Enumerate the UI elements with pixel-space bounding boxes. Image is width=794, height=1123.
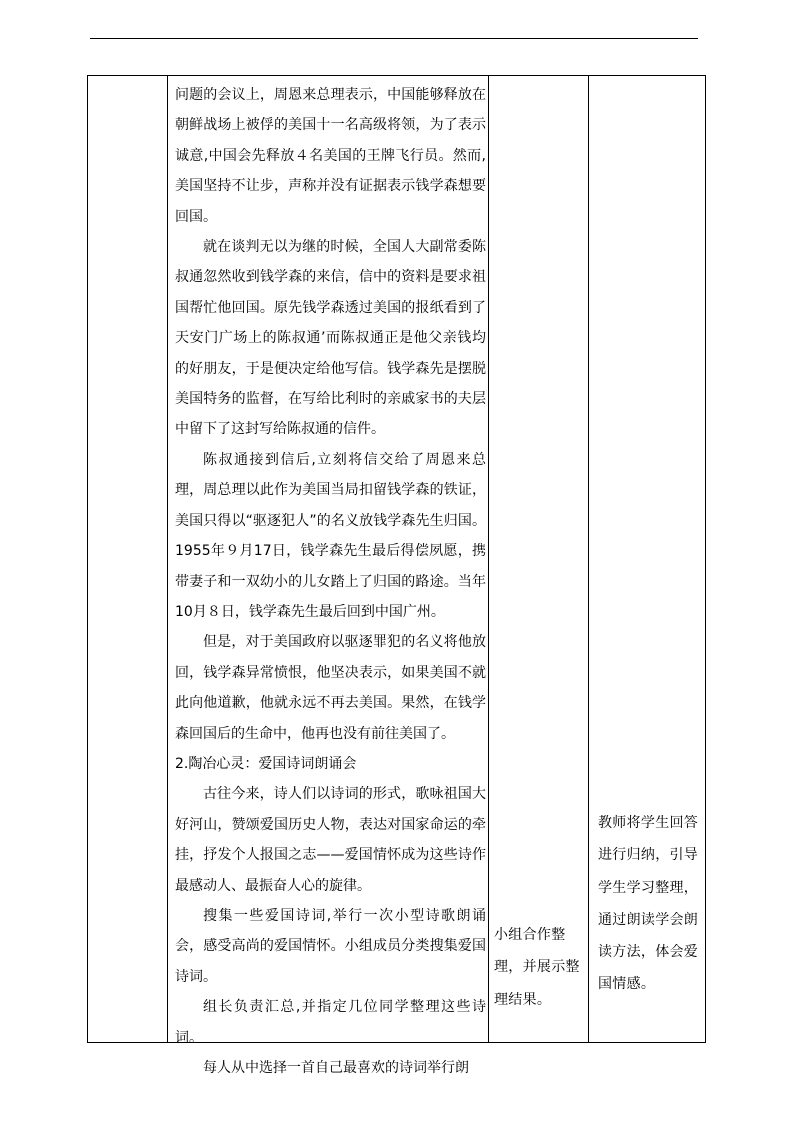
paragraph: 陈叔通接到信后,立刻将信交给了周恩来总理，周总理以此作为美国当局扣留钱学森的铁证，美国只得以“驱逐犯人”的名义放钱学森先生归国。1955年９月17日，钱学森先生最后得偿夙愿，携带妻子和一双幼小的儿女踏上了归国的路途。当年10月８日，钱学森先生最后回到中国广州。 [175, 451, 486, 620]
lesson-table [87, 75, 706, 1076]
first-column-cell [88, 76, 167, 1042]
paragraph: 组长负责汇总,并指定几位同学整理这些诗词。 [175, 999, 486, 1046]
paragraph: 就在谈判无以为继的时候，全国人大副常委陈叔通忽然收到钱学森的来信，信中的资料是要求祖国帮忙他回国。原先钱学森透过美国的报纸看到了天安门广场上的陈叔通’而陈叔通正是他父亲钱均的好朋友，于是便决定给他写信。钱学森先是摆脱美国特务的监督，在写给比利时的亲戚家书的夫层中留下了这封写给陈叔通的信件。 [175, 239, 486, 438]
header-rule [90, 38, 698, 39]
column-divider [488, 76, 489, 1042]
column-divider [167, 76, 168, 1042]
student-activity-text: 小组合作整理，并展示整理结果。 [494, 927, 580, 1008]
content-cell [169, 76, 488, 1076]
paragraph: 每人从中选择一首自己最喜欢的诗词举行朗 [203, 1060, 469, 1076]
paragraph: 搜集一些爱国诗词,举行一次小型诗歌朗诵会，感受高尚的爱国情怀。小组成员分类搜集爱国诗词。 [175, 907, 486, 985]
student-activity-cell [490, 919, 588, 1016]
section-heading: 2.陶冶心灵：爱国诗词朗诵会 [175, 755, 357, 772]
column-divider [588, 76, 589, 1042]
teacher-activity-text: 教师将学生回答进行归纳，引导学生学习整理，通过朗读学会朗读方法，体会爱国情感。 [598, 815, 699, 993]
paragraph: 但是，对于美国政府以驱逐罪犯的名义将他放回，钱学森异常愤恨，他坚决表示，如果美国不就此向他道歉，他就永远不再去美国。果然，在钱学森回国后的生命中，他再也没有前往美国了。 [175, 634, 486, 742]
teacher-activity-cell [590, 807, 706, 1001]
paragraph: 古往今来，诗人们以诗词的形式，歌咏祖国大好河山，赞颂爱国历史人物，表达对国家命运的牵挂，抒发个人报国之志——爱国情怀成为这些诗作最感动人、最振奋人心的旋律。 [175, 786, 486, 894]
paragraph: 问题的会议上，周恩来总理表示，中国能够释放在朝鲜战场上被俘的美国十一名高级将领，为了表示诚意,中国会先释放４名美国的王牌飞行员。然而,美国坚持不让步，声称并没有证据表示钱学森想要回国。 [175, 87, 486, 225]
